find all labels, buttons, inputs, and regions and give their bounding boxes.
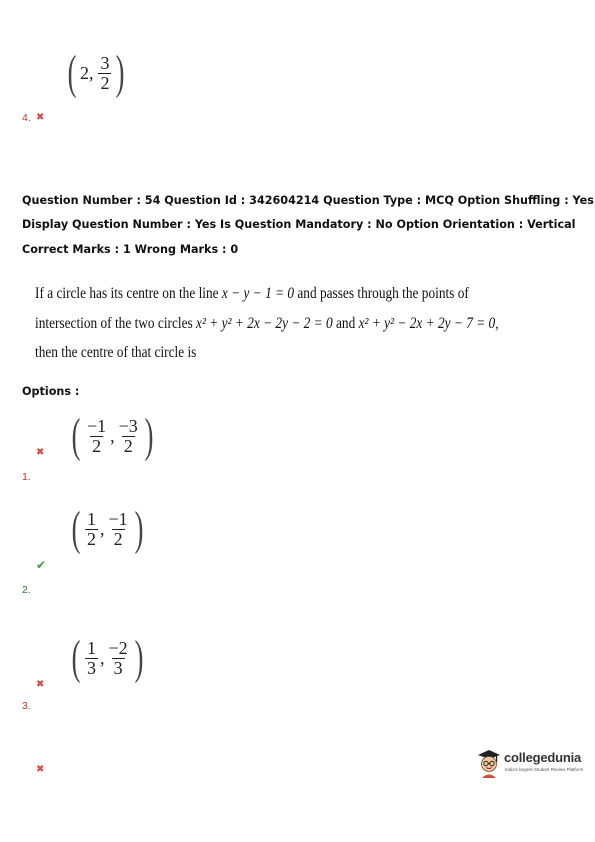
comma: ,: [99, 518, 105, 539]
prev-option-4-label: 4.: [22, 112, 31, 124]
question-text-line-2: [35, 315, 499, 333]
left-paren: (: [67, 46, 77, 99]
fraction-denominator: 3: [113, 657, 123, 678]
logo-wordmark: collegedunia: [504, 750, 582, 765]
fraction-numerator: −1: [108, 508, 128, 529]
question-meta-line-1: Question Number : 54 Question Id : 342604214 Question Type : MCQ Option Shuffling : Yes: [22, 194, 594, 207]
student-mascot-icon: [476, 748, 502, 780]
option-3-fraction-y: [106, 639, 129, 678]
prev-option-int: 2,: [79, 62, 94, 83]
right-paren: ): [116, 46, 125, 99]
logo-tagline: India's largest Student Review Platform: [505, 767, 584, 772]
fraction-numerator: −2: [108, 637, 128, 658]
option-2-value: [68, 502, 147, 555]
option-2-fraction-x: [85, 510, 98, 549]
question-meta-line-3: Correct Marks : 1 Wrong Marks : 0: [22, 243, 239, 256]
question-text-part: and: [332, 315, 359, 332]
circle-equation-1: x² + y² + 2x − 2y − 2 = 0: [196, 315, 333, 332]
left-paren: (: [71, 502, 81, 555]
option-3-value: [68, 631, 147, 684]
fraction-numerator: 1: [86, 508, 96, 529]
option-2-label: 2.: [22, 584, 31, 596]
prev-option-4-value: [64, 46, 128, 99]
wrong-cross-icon: ✖: [36, 112, 45, 123]
fraction-numerator: 3: [100, 52, 110, 73]
comma: ,: [99, 647, 105, 668]
fraction-denominator: 2: [86, 528, 96, 549]
right-paren: ): [134, 502, 144, 555]
option-3-fraction-x: [85, 639, 98, 678]
fraction-denominator: 3: [86, 657, 96, 678]
comma: ,: [110, 425, 115, 446]
question-text-line-1: [35, 285, 469, 303]
right-paren: ): [144, 409, 154, 462]
question-text-line-3: then the centre of that circle is: [35, 344, 197, 361]
left-paren: (: [71, 409, 81, 462]
wrong-cross-icon: ✖: [36, 447, 45, 458]
right-paren: ): [134, 631, 144, 684]
option-3-label: 3.: [22, 700, 31, 712]
fraction-denominator: 2: [123, 435, 133, 456]
wrong-cross-icon: ✖: [36, 764, 45, 775]
wrong-cross-icon: ✖: [36, 679, 45, 690]
option-1-fraction-y: [117, 417, 140, 456]
fraction-denominator: 2: [113, 528, 123, 549]
fraction-denominator: 2: [92, 435, 102, 456]
question-text-part: If a circle has its centre on the line: [35, 285, 222, 302]
options-heading: Options :: [22, 385, 80, 398]
fraction-numerator: −1: [86, 415, 107, 436]
question-text-part: and passes through the points of: [294, 285, 469, 302]
circle-equation-2: x² + y² − 2x + 2y − 7 = 0,: [358, 315, 499, 332]
option-2-fraction-y: [106, 510, 129, 549]
line-equation: x − y − 1 = 0: [221, 285, 295, 302]
fraction-numerator: 1: [86, 637, 96, 658]
option-1-fraction-x: [85, 417, 108, 456]
left-paren: (: [71, 631, 81, 684]
question-text-part: intersection of the two circles: [35, 315, 197, 332]
fraction-numerator: −3: [118, 415, 138, 436]
fraction-denominator: 2: [100, 72, 110, 93]
prev-option-fraction: [98, 54, 111, 93]
collegedunia-logo: [476, 748, 588, 780]
option-1-value: [68, 409, 157, 462]
correct-check-icon: ✔: [36, 558, 47, 572]
question-meta-line-2: Display Question Number : Yes Is Question Mandatory : No Option Orientation : Vertical: [22, 218, 576, 231]
option-1-label: 1.: [22, 471, 31, 483]
